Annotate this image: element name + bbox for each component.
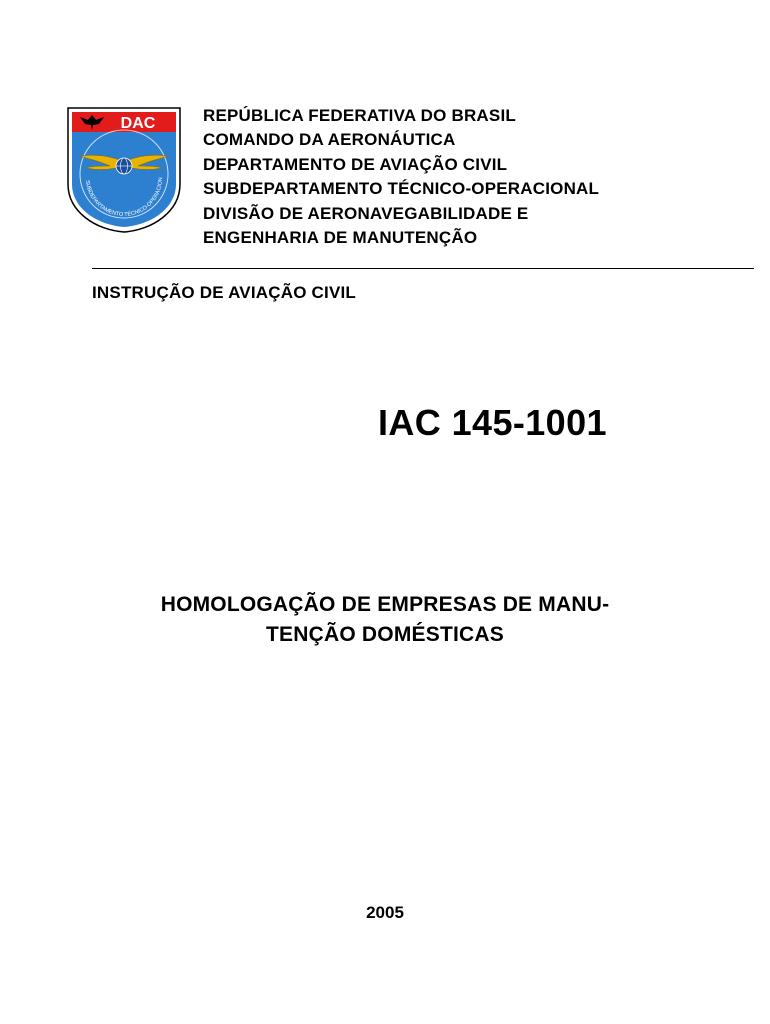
document-code: IAC 145-1001 bbox=[378, 402, 607, 443]
org-line-subdepartment: SUBDEPARTAMENTO TÉCNICO-OPERACIONAL bbox=[203, 179, 600, 199]
org-line-command: COMANDO DA AERONÁUTICA bbox=[203, 130, 456, 150]
document-title-line-2: TENÇÃO DOMÉSTICAS bbox=[266, 623, 504, 646]
document-title bbox=[100, 590, 670, 650]
globe-icon bbox=[116, 158, 132, 174]
dac-emblem bbox=[66, 106, 182, 234]
org-line-republic: REPÚBLICA FEDERATIVA DO BRASIL bbox=[203, 106, 516, 125]
org-line-engineering: ENGENHARIA DE MANUTENÇÃO bbox=[203, 228, 478, 248]
document-title-line-1: HOMOLOGAÇÃO DE EMPRESAS DE MANU- bbox=[160, 593, 610, 616]
org-line-department: DEPARTAMENTO DE AVIAÇÃO CIVIL bbox=[203, 154, 508, 174]
emblem-dac-text: DAC bbox=[120, 115, 156, 132]
org-line-division: DIVISÃO DE AERONAVEGABILIDADE E bbox=[203, 203, 529, 223]
emblem-ring-text: SUBDEPARTAMENTO TÉCNICO-OPERACION bbox=[84, 177, 165, 219]
header-divider bbox=[92, 268, 754, 269]
document-type: INSTRUÇÃO DE AVIAÇÃO CIVIL bbox=[92, 283, 356, 302]
organization-header bbox=[203, 104, 599, 250]
document-year: 2005 bbox=[366, 903, 404, 922]
